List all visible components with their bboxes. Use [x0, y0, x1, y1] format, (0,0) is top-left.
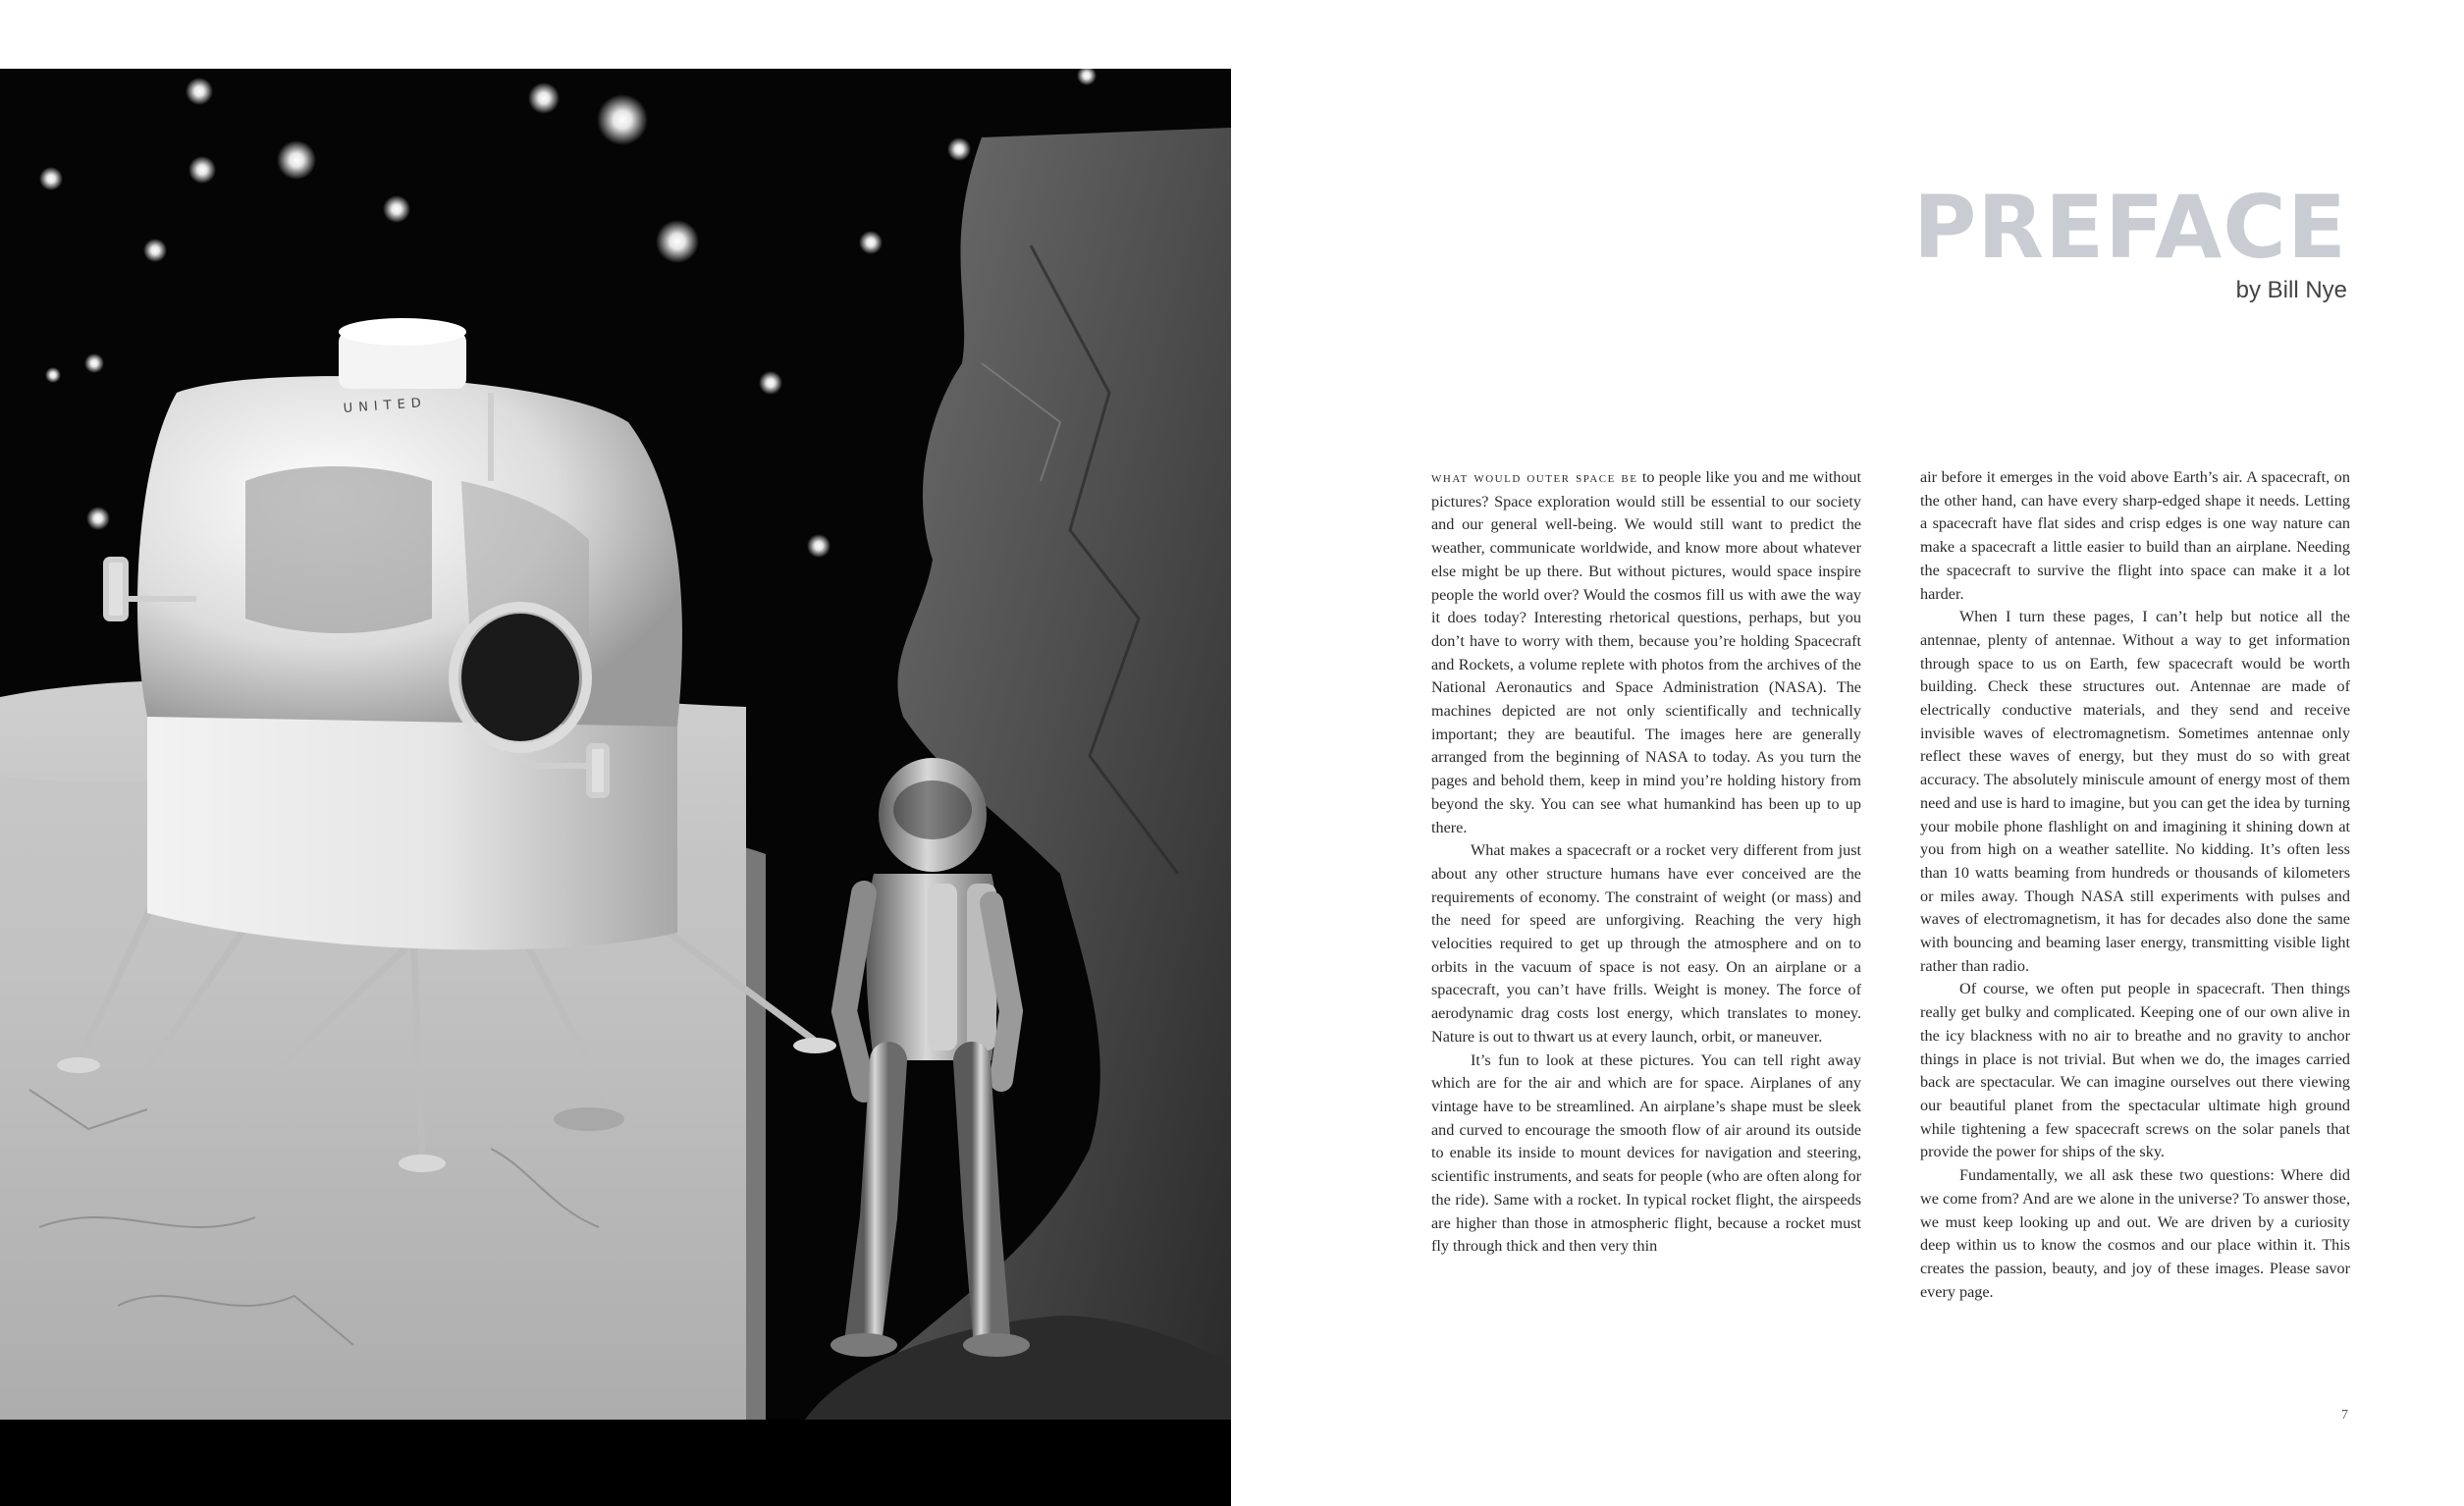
lunar-lander-model-photo: [0, 69, 1231, 1420]
paragraph: Of course, we often put people in spacecraft. Then things really get bulky and complicated. Keeping one of our own alive in the icy blackness with no air to breathe and no gravity to anchor things in place is not trivial. But when we do, the images carried back are spectacular. We can imagine ourselves out there viewing our beautiful planet from the spectacular ultimate high ground while tightening a few spacecraft screws on the solar panels that provide the power for ships of the sky.: [1920, 980, 2350, 1161]
lead-in: what would outer space be: [1431, 470, 1638, 486]
author-byline: by Bill Nye: [2235, 277, 2347, 303]
paragraph: When I turn these pages, I can’t help but notice all the antennae, plenty of antennae. Without a way to get information through space to us on Earth, few spacecraft would be worth building. Check these structures out. Antennae are made of electrically conductive materials, and they send and receive invisible waves of electromagnetism. Sometimes antennae only reflect these waves of energy, but they must do so with great accuracy. The absolutely miniscule amount of energy most of them need and use is hard to imagine, but you can get the idea by turning your mobile phone flashlight on and imagining it shining down at you from high on a weather satellite. No kidding. It’s often less than 10 watts beaming from hundreds or thousands of kilometers or miles away. Though NASA still experiments with pulses and waves of electromagnetism, it has for decades also done the same with bouncing and beaming laser energy, transmitting visible light rather than radio.: [1920, 608, 2350, 975]
text-columns: [1431, 466, 2350, 1389]
paragraph: air before it emerges in the void above Earth’s air. A spacecraft, on the other hand, can have every sharp-edged shape it needs. Letting a spacecraft have flat sides and crisp edges is one way nature can make a spacecraft a little easier to build than an airplane. Needing the spacecraft to survive the flight into space can make it a lot harder.: [1920, 468, 2350, 603]
paragraph: It’s fun to look at these pictures. You can tell right away which are for the air and which are for space. Airplanes of any vintage have to be streamlined. An airplane’s shape must be sleek and curved to encourage the smooth flow of air around its outside to enable its inside to mount devices for navigation and steering, scientific instruments, and seats for people (who are often along for the ride). Same with a rocket. In typical rocket flight, the airspeeds are higher than those in atmospheric flight, because a rocket must fly through thick and then very thin: [1431, 1050, 1861, 1256]
lander-marking: UNITED: [343, 396, 428, 416]
chapter-title: PREFACE: [1912, 177, 2347, 278]
column-left: [1431, 466, 1861, 1389]
page-number: 7: [2341, 1408, 2348, 1423]
paragraph: Fundamentally, we all ask these two questions: Where did we come from? And are we alone in the universe? To answer those, we must keep looking up and out. We are driven by a curiosity deep within us to know the cosmos and our place within it. This creates the passion, beauty, and joy of these images. Please savor every page.: [1920, 1166, 2350, 1301]
left-page: [0, 0, 1231, 1506]
paragraph: What makes a spacecraft or a rocket very different from just about any other structure humans have ever conceived are the requirements of economy. The constraint of weight (or mass) and the need for speed are unforgiving. Reaching the very high velocities required to get up through the atmosphere and on to orbits in the vacuum of space is not easy. On an airplane or a spacecraft, you can’t have frills. Weight is money. The force of aerodynamic drag costs lost energy, which translates to money. Nature is out to thwart us at every launch, orbit, or maneuver.: [1431, 841, 1861, 1046]
paragraph-text: to people like you and me without pictures? Space exploration would still be essential to our society and our general well-being. We would still want to predict the weather, communicate worldwide, and know more about whatever else might be up there. But without pictures, would space inspire people the world over? Would the cosmos fill us with awe the way it does today? Interesting rhetorical questions, perhaps, but you don’t have to worry with them, because you’re holding Spacecraft and Rockets, a volume replete with photos from the archives of the National Aeronautics and Space Administration (NASA). The machines depicted are not only scientifically and technically important; they are beautiful. The images here are generally arranged from the beginning of NASA to today. As you turn the pages and behold them, keep in mind you’re holding history from beyond the sky. You can see what humankind has been up to up there.: [1431, 468, 1861, 836]
photo-bottom-band: [0, 1420, 1231, 1506]
column-right: [1920, 466, 2350, 1389]
photo-illustration: [0, 69, 1231, 1420]
right-page: [1231, 0, 2464, 1506]
paragraph: [1431, 466, 1861, 839]
